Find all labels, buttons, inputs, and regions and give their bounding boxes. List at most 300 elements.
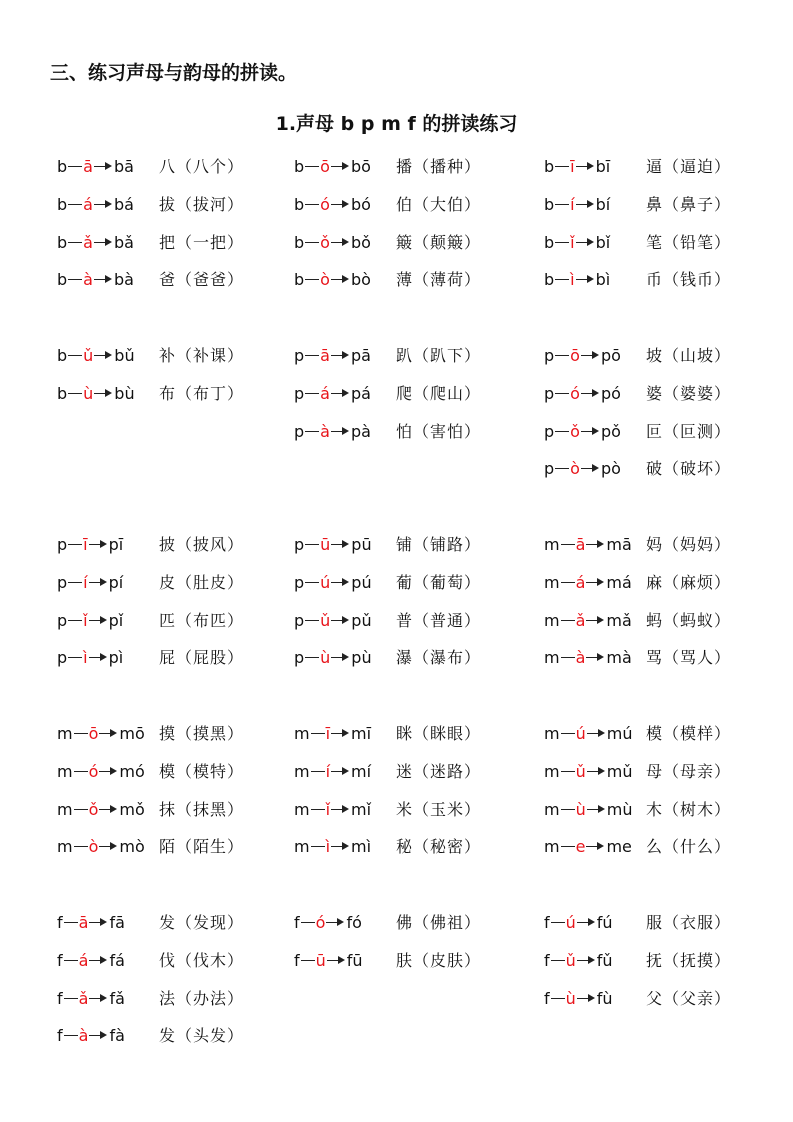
arrow-icon [89, 1035, 103, 1036]
spelling-formula [57, 646, 123, 670]
character-with-word [396, 609, 481, 633]
dash-connector [555, 431, 569, 432]
spelling-formula [294, 571, 372, 595]
arrow-icon [577, 922, 591, 923]
final-vowel: í [83, 573, 88, 592]
final-vowel: ǔ [565, 951, 576, 970]
final-vowel: í [325, 762, 331, 781]
arrow-icon [331, 431, 345, 432]
example-word: （屁股） [176, 648, 245, 667]
hanzi-character: 补 [159, 346, 177, 365]
spelling-formula [57, 1024, 125, 1048]
character-with-word [396, 760, 481, 784]
final-vowel: á [575, 573, 586, 592]
hanzi-character: 笔 [646, 233, 664, 252]
combined-syllable: mú [606, 724, 633, 743]
example-word: （颠簸） [413, 233, 482, 252]
character-with-word [396, 835, 481, 859]
initial-consonant: p [294, 384, 305, 403]
final-vowel: ū [315, 951, 326, 970]
initial-consonant: f [544, 913, 550, 932]
example-word: （头发） [176, 1026, 245, 1045]
arrow-icon [94, 166, 108, 167]
arrow-icon [587, 733, 601, 734]
final-vowel: ō [88, 724, 99, 743]
initial-consonant: b [57, 346, 68, 365]
dash-connector [311, 733, 325, 734]
dash-connector [555, 204, 569, 205]
example-word: （拔河） [176, 195, 245, 214]
dash-connector [74, 771, 88, 772]
hanzi-character: 币 [646, 270, 664, 289]
dash-connector [311, 846, 325, 847]
dash-connector [68, 544, 82, 545]
hanzi-character: 坡 [646, 346, 664, 365]
hanzi-character: 爬 [396, 384, 414, 403]
final-vowel: ō [570, 346, 580, 365]
character-with-word [396, 646, 481, 670]
final-vowel: á [83, 195, 93, 214]
arrow-icon [331, 846, 345, 847]
initial-consonant: b [294, 195, 305, 214]
dash-connector [561, 657, 575, 658]
initial-consonant: p [294, 535, 305, 554]
spelling-formula [544, 949, 613, 973]
example-word: （一把） [176, 233, 245, 252]
spelling-formula [57, 155, 134, 179]
character-with-word [646, 722, 731, 746]
initial-consonant: m [544, 724, 560, 743]
character-with-word [159, 987, 244, 1011]
arrow-icon [89, 544, 103, 545]
example-word: （玉米） [413, 800, 482, 819]
example-word: （母亲） [663, 762, 732, 781]
spelling-formula [57, 231, 134, 255]
dash-connector [68, 355, 82, 356]
hanzi-character: 把 [159, 233, 177, 252]
example-word: （爸爸） [176, 270, 245, 289]
example-word: （迷路） [413, 762, 482, 781]
spelling-formula [57, 835, 145, 859]
spelling-formula [294, 268, 371, 292]
final-vowel: ó [570, 384, 580, 403]
combined-syllable: pǔ [351, 611, 372, 630]
example-word: （骂人） [663, 648, 732, 667]
combined-syllable: pò [600, 459, 621, 478]
spelling-formula [544, 571, 632, 595]
character-with-word [396, 533, 481, 557]
initial-consonant: f [544, 989, 550, 1008]
initial-consonant: b [57, 233, 68, 252]
combined-syllable: bò [350, 270, 371, 289]
character-with-word [646, 835, 731, 859]
combined-syllable: pǒ [600, 422, 621, 441]
spelling-formula [544, 911, 613, 935]
arrow-icon [94, 204, 108, 205]
arrow-icon [587, 771, 601, 772]
dash-connector [561, 620, 575, 621]
character-with-word [159, 798, 244, 822]
example-word: （趴下） [413, 346, 482, 365]
character-with-word [396, 949, 481, 973]
initial-consonant: b [294, 270, 305, 289]
initial-consonant: p [294, 346, 305, 365]
character-with-word [646, 231, 731, 255]
example-word: （爬山） [413, 384, 482, 403]
final-vowel: ǎ [575, 611, 586, 630]
example-word: （肚皮） [176, 573, 245, 592]
arrow-icon [99, 771, 113, 772]
initial-consonant: m [57, 800, 73, 819]
arrow-icon [94, 355, 108, 356]
combined-syllable: pō [600, 346, 621, 365]
arrow-icon [586, 657, 600, 658]
character-with-word [646, 193, 731, 217]
initial-consonant: b [544, 233, 555, 252]
combined-syllable: bǔ [114, 346, 135, 365]
character-with-word [646, 987, 731, 1011]
dash-connector [64, 960, 78, 961]
combined-syllable: mǔ [606, 762, 633, 781]
spelling-formula [294, 155, 371, 179]
example-word: （铅笔） [663, 233, 732, 252]
initial-consonant: b [57, 195, 68, 214]
initial-consonant: m [544, 648, 560, 667]
final-vowel: ù [565, 989, 576, 1008]
example-word: （布丁） [176, 384, 245, 403]
initial-consonant: p [294, 422, 305, 441]
dash-connector [561, 582, 575, 583]
arrow-icon [331, 771, 345, 772]
example-word: （补课） [176, 346, 245, 365]
arrow-icon [89, 582, 103, 583]
hanzi-character: 法 [159, 989, 177, 1008]
example-word: （铺路） [413, 535, 482, 554]
example-word: （薄荷） [413, 270, 482, 289]
hanzi-character: 破 [646, 459, 664, 478]
spelling-formula [57, 722, 145, 746]
arrow-icon [326, 922, 340, 923]
hanzi-character: 播 [396, 157, 414, 176]
arrow-icon [581, 431, 595, 432]
combined-syllable: pū [351, 535, 372, 554]
example-word: （佛祖） [413, 913, 482, 932]
final-vowel: ú [565, 913, 576, 932]
combined-syllable: mǎ [606, 611, 632, 630]
combined-syllable: fó [346, 913, 362, 932]
character-with-word [646, 646, 731, 670]
final-vowel: e [575, 837, 586, 856]
combined-syllable: bó [350, 195, 371, 214]
character-with-word [159, 949, 244, 973]
character-with-word [646, 382, 731, 406]
final-vowel: ǒ [570, 422, 580, 441]
dash-connector [68, 582, 82, 583]
example-word: （树木） [663, 800, 732, 819]
initial-consonant: m [294, 762, 310, 781]
arrow-icon [94, 242, 108, 243]
initial-consonant: m [544, 800, 560, 819]
initial-consonant: f [57, 913, 63, 932]
character-with-word [646, 533, 731, 557]
initial-consonant: b [294, 233, 305, 252]
dash-connector [305, 166, 319, 167]
hanzi-character: 摸 [159, 724, 177, 743]
spelling-formula [57, 987, 125, 1011]
dash-connector [561, 809, 575, 810]
combined-syllable: me [606, 837, 632, 856]
final-vowel: ā [320, 346, 330, 365]
section-heading: 三、练习声母与韵母的拼读。 [50, 62, 298, 84]
example-word: （披风） [176, 535, 245, 554]
final-vowel: ǔ [83, 346, 94, 365]
arrow-icon [89, 998, 103, 999]
character-with-word [159, 382, 244, 406]
arrow-icon [331, 582, 345, 583]
character-with-word [159, 571, 244, 595]
spelling-formula [57, 911, 125, 935]
spelling-formula [294, 911, 362, 935]
initial-consonant: m [544, 762, 560, 781]
arrow-icon [331, 279, 345, 280]
hanzi-character: 屁 [159, 648, 177, 667]
final-vowel: ā [78, 913, 89, 932]
combined-syllable: bō [350, 157, 371, 176]
final-vowel: ǐ [570, 233, 575, 252]
example-word: （妈妈） [663, 535, 732, 554]
spelling-formula [544, 457, 621, 481]
initial-consonant: p [57, 573, 68, 592]
arrow-icon [89, 922, 103, 923]
spelling-formula [294, 420, 371, 444]
example-word: （婆婆） [663, 384, 732, 403]
dash-connector [74, 809, 88, 810]
combined-syllable: fù [596, 989, 613, 1008]
character-with-word [159, 646, 244, 670]
combined-syllable: mǐ [351, 800, 372, 819]
hanzi-character: 怕 [396, 422, 414, 441]
character-with-word [159, 911, 244, 935]
dash-connector [68, 279, 82, 280]
example-word: （害怕） [413, 422, 482, 441]
final-vowel: ì [83, 648, 88, 667]
final-vowel: ì [570, 270, 575, 289]
dash-connector [551, 960, 565, 961]
final-vowel: ǒ [88, 800, 99, 819]
spelling-formula [294, 760, 371, 784]
dash-connector [561, 771, 575, 772]
final-vowel: ǐ [325, 800, 331, 819]
combined-syllable: pì [108, 648, 124, 667]
character-with-word [646, 420, 731, 444]
arrow-icon [331, 657, 345, 658]
dash-connector [301, 960, 315, 961]
combined-syllable: mò [119, 837, 145, 856]
final-vowel: ī [83, 535, 88, 554]
arrow-icon [586, 582, 600, 583]
dash-connector [305, 544, 319, 545]
dash-connector [555, 468, 569, 469]
arrow-icon [576, 242, 590, 243]
final-vowel: ǔ [575, 762, 586, 781]
example-word: （伐木） [176, 951, 245, 970]
combined-syllable: mǒ [119, 800, 145, 819]
combined-syllable: mō [119, 724, 145, 743]
spelling-formula [57, 609, 123, 633]
dash-connector [64, 1035, 78, 1036]
spelling-formula [544, 268, 610, 292]
character-with-word [646, 571, 731, 595]
spelling-formula [294, 382, 371, 406]
dash-connector [311, 771, 325, 772]
hanzi-character: 佛 [396, 913, 414, 932]
arrow-icon [331, 620, 345, 621]
final-vowel: ǔ [320, 611, 331, 630]
dash-connector [68, 393, 82, 394]
combined-syllable: mí [351, 762, 372, 781]
combined-syllable: pǐ [108, 611, 124, 630]
combined-syllable: pú [351, 573, 372, 592]
example-word: （衣服） [663, 913, 732, 932]
dash-connector [68, 242, 82, 243]
arrow-icon [331, 166, 345, 167]
hanzi-character: 么 [646, 837, 664, 856]
dash-connector [555, 279, 569, 280]
dash-connector [305, 582, 319, 583]
combined-syllable: fǔ [596, 951, 613, 970]
character-with-word [396, 798, 481, 822]
dash-connector [561, 733, 575, 734]
dash-connector [305, 393, 319, 394]
initial-consonant: p [57, 648, 68, 667]
hanzi-character: 婆 [646, 384, 664, 403]
final-vowel: ī [570, 157, 575, 176]
spelling-formula [57, 382, 135, 406]
combined-syllable: bá [113, 195, 134, 214]
combined-syllable: bī [595, 157, 611, 176]
spelling-formula [544, 722, 632, 746]
hanzi-character: 抹 [159, 800, 177, 819]
final-vowel: à [320, 422, 330, 441]
arrow-icon [89, 620, 103, 621]
combined-syllable: fā [109, 913, 125, 932]
combined-syllable: mī [351, 724, 372, 743]
example-word: （蚂蚁） [663, 611, 732, 630]
initial-consonant: m [294, 724, 310, 743]
example-word: （麻烦） [663, 573, 732, 592]
spelling-formula [544, 231, 610, 255]
dash-connector [311, 809, 325, 810]
dash-connector [305, 204, 319, 205]
arrow-icon [581, 355, 595, 356]
final-vowel: ǎ [78, 989, 89, 1008]
spelling-formula [544, 646, 632, 670]
character-with-word [646, 344, 731, 368]
dash-connector [555, 393, 569, 394]
character-with-word [396, 571, 481, 595]
arrow-icon [99, 809, 113, 810]
character-with-word [396, 268, 481, 292]
arrow-icon [94, 393, 108, 394]
spelling-formula [294, 193, 371, 217]
example-word: （摸黑） [176, 724, 245, 743]
character-with-word [159, 722, 244, 746]
character-with-word [159, 155, 244, 179]
combined-syllable: bì [595, 270, 611, 289]
example-word: （钱币） [663, 270, 732, 289]
dash-connector [68, 166, 82, 167]
character-with-word [396, 193, 481, 217]
spelling-formula [544, 835, 632, 859]
arrow-icon [576, 204, 590, 205]
combined-syllable: bà [113, 270, 134, 289]
spelling-formula [294, 231, 371, 255]
character-with-word [646, 911, 731, 935]
initial-consonant: b [57, 384, 68, 403]
hanzi-character: 皮 [159, 573, 177, 592]
character-with-word [646, 457, 731, 481]
example-word: （什么） [663, 837, 732, 856]
hanzi-character: 服 [646, 913, 664, 932]
combined-syllable: pā [350, 346, 371, 365]
character-with-word [159, 1024, 244, 1048]
hanzi-character: 趴 [396, 346, 414, 365]
example-word: （鼻子） [663, 195, 732, 214]
initial-consonant: b [544, 157, 555, 176]
example-word: （秘密） [413, 837, 482, 856]
example-word: （父亲） [663, 989, 732, 1008]
arrow-icon [576, 279, 590, 280]
spelling-formula [544, 155, 610, 179]
hanzi-character: 麻 [646, 573, 664, 592]
character-with-word [159, 268, 244, 292]
initial-consonant: f [57, 951, 63, 970]
final-vowel: ā [575, 535, 586, 554]
arrow-icon [577, 998, 591, 999]
example-word: （陌生） [176, 837, 245, 856]
arrow-icon [331, 355, 345, 356]
combined-syllable: pī [108, 535, 124, 554]
dash-connector [561, 846, 575, 847]
final-vowel: à [83, 270, 93, 289]
spelling-formula [294, 533, 372, 557]
example-word: （八个） [176, 157, 245, 176]
combined-syllable: bǐ [595, 233, 611, 252]
arrow-icon [581, 468, 595, 469]
example-word: （布匹） [176, 611, 245, 630]
final-vowel: ú [320, 573, 331, 592]
combined-syllable: mì [351, 837, 372, 856]
final-vowel: ù [575, 800, 586, 819]
arrow-icon [327, 960, 341, 961]
initial-consonant: p [544, 422, 555, 441]
combined-syllable: fú [596, 913, 613, 932]
character-with-word [396, 231, 481, 255]
initial-consonant: p [294, 648, 305, 667]
initial-consonant: f [544, 951, 550, 970]
example-word: （皮肤） [413, 951, 482, 970]
hanzi-character: 模 [159, 762, 177, 781]
initial-consonant: m [544, 573, 560, 592]
hanzi-character: 蚂 [646, 611, 664, 630]
initial-consonant: b [57, 270, 68, 289]
hanzi-character: 抚 [646, 951, 664, 970]
final-vowel: ū [320, 535, 331, 554]
hanzi-character: 模 [646, 724, 664, 743]
combined-syllable: bā [113, 157, 134, 176]
spelling-formula [544, 344, 621, 368]
arrow-icon [331, 204, 345, 205]
